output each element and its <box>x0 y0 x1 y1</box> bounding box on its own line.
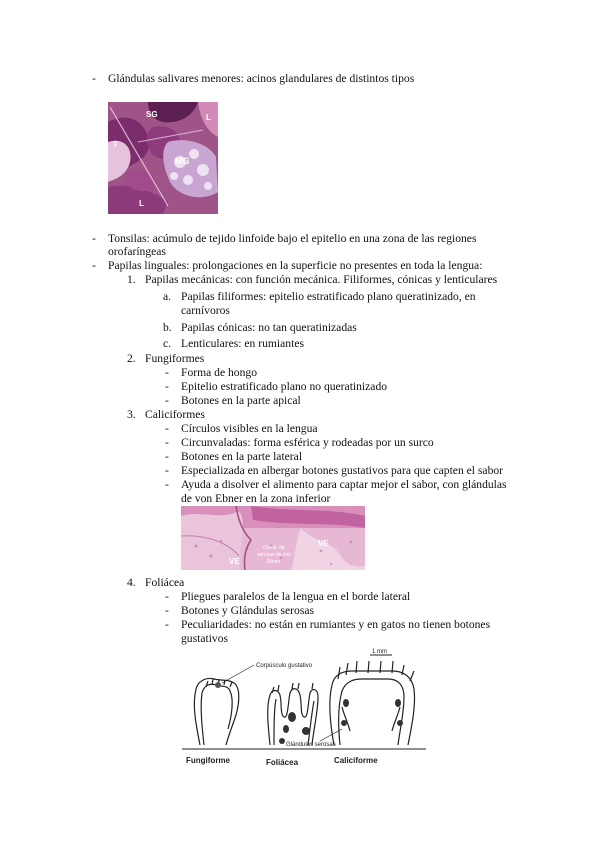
hist-label: serosas de von <box>257 552 291 558</box>
list-item: Papilas cónicas: no tan queratinizadas <box>181 321 357 334</box>
diagram-label: Glándulas serosas <box>286 742 336 748</box>
bullet-dash: - <box>165 478 169 491</box>
list-item: Ayuda a disolver el alimento para captar mejor el sabor, con glándulas <box>181 478 507 491</box>
bullet-dash: - <box>165 604 169 617</box>
list-item: Forma de hongo <box>181 366 257 379</box>
diagram-caption: Caliciforme <box>334 756 378 765</box>
list-item: Botones en la parte apical <box>181 394 301 407</box>
list-letter: b. <box>163 321 172 334</box>
histology-salivary-glands-image <box>108 102 218 214</box>
list-letter: a. <box>163 290 172 303</box>
tonsilas-line: orofaríngeas <box>108 245 166 258</box>
bullet-dash: - <box>92 232 96 245</box>
bullet-dash: - <box>165 464 169 477</box>
list-letter: c. <box>163 337 172 350</box>
hist-label: L <box>139 199 144 208</box>
bullet-dash: - <box>165 590 169 603</box>
papilas-line: Papilas linguales: prolongaciones en la superficie no presentes en toda la lengua: <box>108 259 483 272</box>
list-item: Epitelio estratificado plano no queratinizado <box>181 380 388 393</box>
bullet-dash: - <box>165 422 169 435</box>
bullet-dash: - <box>165 380 169 393</box>
list-item: gustativos <box>181 632 229 645</box>
list-item: Lenticulares: en rumiantes <box>181 337 304 350</box>
list-item: carnívoros <box>181 304 230 317</box>
bullet-dash: - <box>165 394 169 407</box>
hist-label: VE <box>229 557 240 566</box>
bullet-dash: - <box>165 618 169 631</box>
hist-label: T <box>113 140 118 149</box>
list-item: Pliegues paralelos de la lengua en el borde lateral <box>181 590 411 603</box>
list-number: 1. <box>127 273 136 286</box>
bullet-dash: - <box>92 72 96 85</box>
hist-label: VE <box>318 539 329 548</box>
list-number: 2. <box>127 352 136 365</box>
list-item: Circunvaladas: forma esférica y rodeadas por un surco <box>181 436 434 449</box>
list-item: Papilas filiformes: epitelio estratificado plano queratinizado, en <box>181 290 476 303</box>
papillae-diagram <box>182 645 428 769</box>
diagram-caption: Fungiforme <box>186 756 230 765</box>
diagram-scale: 1 mm <box>372 649 387 655</box>
hist-label: MG <box>175 156 190 166</box>
histology-circumvallate-image <box>181 506 365 570</box>
bullet-dash: - <box>165 366 169 379</box>
bullet-dash: - <box>92 259 96 272</box>
fungiformes-title: Fungiformes <box>145 352 205 365</box>
list-item: Botones en la parte lateral <box>181 450 303 463</box>
diagram-label: Corpúsculo gustativo <box>256 663 313 669</box>
caliciformes-title: Caliciformes <box>145 408 205 421</box>
bullet-dash: - <box>165 450 169 463</box>
list-number: 4. <box>127 576 136 589</box>
tonsilas-line: Tonsilas: acúmulo de tejido linfoide bajo el epitelio en una zona de las regiones <box>108 232 477 245</box>
hist-label: SG <box>146 110 158 119</box>
list-item: Peculiaridades: no están en rumiantes y en gatos no tienen botones <box>181 618 491 631</box>
list-item: Especializada en albergar botones gustativos para que capten el sabor <box>181 464 504 477</box>
mecanicas-title: Papilas mecánicas: con función mecánica. Filiformes, cónicas y lenticulares <box>145 273 498 286</box>
diagram-caption: Foliácea <box>266 758 299 767</box>
list-number: 3. <box>127 408 136 421</box>
hist-label: Ebner <box>267 559 281 565</box>
list-item: Botones y Glándulas serosas <box>181 604 314 617</box>
glandulas-line: Glándulas salivares menores: acinos glandulares de distintos tipos <box>108 72 415 85</box>
hist-label: Glánd. de <box>263 545 285 551</box>
list-item: de von Ebner en la zona inferior <box>181 492 331 505</box>
hist-label: L <box>206 113 211 122</box>
list-item: Círculos visibles en la lengua <box>181 422 318 435</box>
bullet-dash: - <box>165 436 169 449</box>
foliacea-title: Foliácea <box>145 576 185 589</box>
